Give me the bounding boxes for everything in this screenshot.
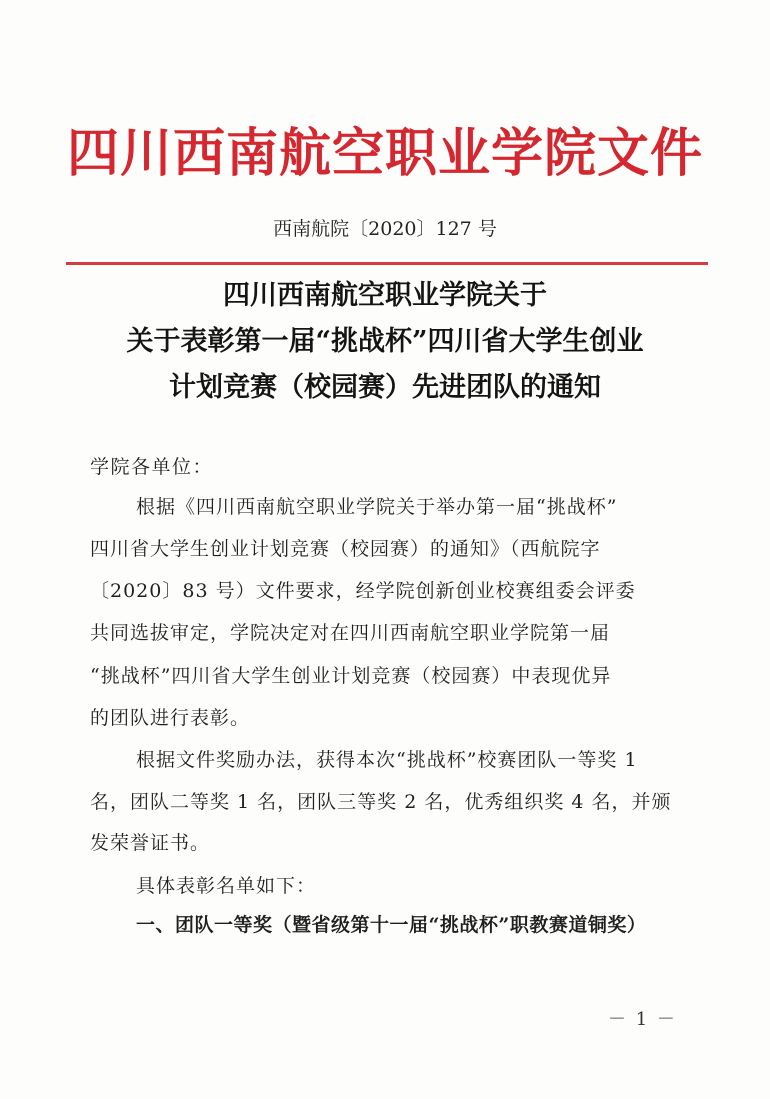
body-line-4: 共同选拔审定，学院决定对在四川西南航空职业学院第一届 (90, 622, 611, 644)
body-line-10: 具体表彰名单如下： (136, 875, 317, 897)
notice-title-line-3: 计划竞赛（校园赛）先进团队的通知 (169, 372, 601, 403)
body-line-8: 名，团队二等奖 1 名，团队三等奖 2 名，优秀组织奖 4 名，并颁 (90, 791, 672, 813)
document-number: 西南航院〔2020〕127 号 (273, 218, 497, 240)
body-line-5: “挑战杯”四川省大学生创业计划竞赛（校园赛）中表现优异 (90, 665, 612, 687)
body-line-1: 根据《四川西南航空职业学院关于举办第一届“挑战杯” (136, 496, 618, 518)
body-line-3: 〔2020〕83 号）文件要求，经学院创新创业校赛组委会评委 (90, 580, 636, 602)
body-line-2: 四川省大学生创业计划竞赛（校园赛）的通知》（西航院字 (90, 538, 601, 560)
body-line-6: 的团队进行表彰。 (90, 707, 251, 729)
notice-title-line-2: 关于表彰第一届“挑战杯”四川省大学生创业 (126, 326, 644, 357)
notice-title-line-1: 四川西南航空职业学院关于 (223, 280, 547, 311)
document-issuer-header: 四川西南航空职业学院文件 (66, 123, 703, 184)
section-heading-first-prize: 一、团队一等奖（暨省级第十一届“挑战杯”职教赛道铜奖） (136, 914, 647, 936)
red-separator-rule (66, 262, 708, 265)
salutation: 学院各单位： (90, 456, 214, 478)
body-line-7: 根据文件奖励办法，获得本次“挑战杯”校赛团队一等奖 1 (136, 749, 638, 771)
page-number: － 1 － (608, 1009, 677, 1030)
body-line-9: 发荣誉证书。 (90, 832, 211, 854)
